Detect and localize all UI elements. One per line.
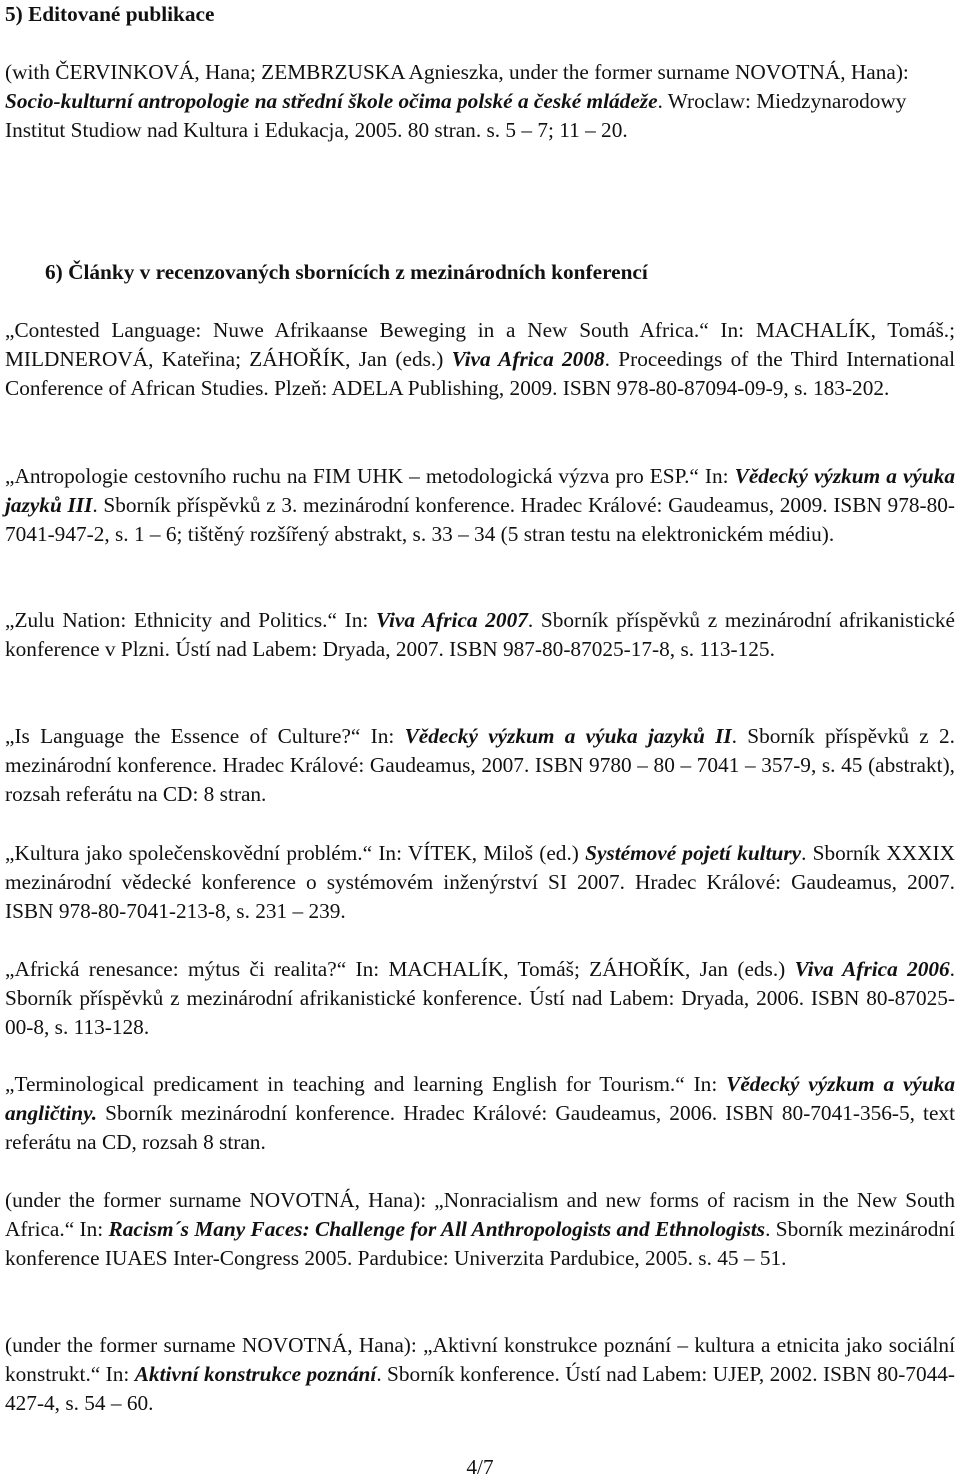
- publication-title: Vědecký výzkum a výuka jazyků II: [404, 724, 732, 748]
- entry-text: . Sborník konference. Ústí nad Labem: UJEP, 2002. ISBN 80-7044-427-4, s. 54 – 60.: [5, 1362, 955, 1415]
- section-heading-edited-publications: 5) Editované publikace: [5, 2, 215, 26]
- page-number: 4/7: [466, 1455, 494, 1479]
- entry-text: „Contested Language: Nuwe Afrikaanse Beweging in a New South Africa.“ In: MACHALÍK, Tomáš.; MILDNEROVÁ, Kateřina; ZÁHOŘÍK, Jan (eds.): [5, 318, 955, 371]
- publication-title: Viva Africa 2007: [375, 608, 528, 632]
- entry-text: Sborník mezinárodní konference. Hradec Králové: Gaudeamus, 2006. ISBN 80-7041-356-5, text referátu na CD, rozsah 8 stran.: [5, 1101, 955, 1154]
- entry-text: . Sborník mezinárodní konference IUAES Inter-Congress 2005. Pardubice: Univerzita Pardubice, 2005. s. 45 – 51.: [5, 1217, 955, 1270]
- entry-text: . Sborník příspěvků z 3. mezinárodní konference. Hradec Králové: Gaudeamus, 2009. ISBN 978-80-7041-947-2, s. 1 – 6; tištěný rozšířený abstrakt, s. 33 – 34 (5 stran testu na elektronickém médiu).: [5, 493, 955, 546]
- publication-title: Vědecký výzkum a výuka angličtiny.: [5, 1072, 956, 1125]
- article-entry: [5, 722, 955, 809]
- article-entry: [5, 462, 955, 549]
- article-entry: [5, 606, 955, 664]
- entry-text: „Is Language the Essence of Culture?“ In:: [5, 724, 405, 748]
- publication-title: Socio-kulturní antropologie na střední škole očima polské a české mládeže: [5, 89, 658, 113]
- article-entry: [5, 839, 955, 926]
- publication-title: Systémové pojetí kultury: [585, 841, 802, 865]
- entry-text: (with ČERVINKOVÁ, Hana; ZEMBRZUSKA Agnieszka, under the former surname NOVOTNÁ, Hana):: [5, 60, 909, 84]
- entry-text: „Zulu Nation: Ethnicity and Politics.“ In:: [5, 608, 376, 632]
- entry-text: (under the former surname NOVOTNÁ, Hana): „Aktivní konstrukce poznání – kultura a etnicita jako sociální konstrukt.“ In:: [5, 1333, 955, 1386]
- publication-title: Aktivní konstrukce poznání: [134, 1362, 377, 1386]
- publication-title: Viva Africa 2008: [451, 347, 605, 371]
- article-entry: [5, 1070, 955, 1157]
- entry-text: . Sborník XXXIX mezinárodní vědecké konference o systémovém inženýrství SI 2007. Hradec Králové: Gaudeamus, 2007. ISBN 978-80-7041-213-8, s. 231 – 239.: [5, 841, 955, 923]
- article-entry: [5, 316, 955, 403]
- entry-text: „Kultura jako společenskovědní problém.“ In: VÍTEK, Miloš (ed.): [5, 841, 586, 865]
- entry-text: „Antropologie cestovního ruchu na FIM UHK – metodologická výzva pro ESP.“ In:: [5, 464, 735, 488]
- entry-text: „Terminological predicament in teaching and learning English for Tourism.“ In:: [5, 1072, 727, 1096]
- entry-text: . Sborník příspěvků z mezinárodní afrikanistické konference. Ústí nad Labem: Dryada, 2006. ISBN 80-87025-00-8, s. 113-128.: [5, 957, 955, 1039]
- entry-text: (under the former surname NOVOTNÁ, Hana): „Nonracialism and new forms of racism in the New South Africa.“ In:: [5, 1188, 955, 1241]
- entry-text: . Proceedings of the Third International Conference of African Studies. Plzeň: ADELA Publishing, 2009. ISBN 978-80-87094-09-9, s. 183-202.: [5, 347, 956, 400]
- publication-title: Racism´s Many Faces: Challenge for All Anthropologists and Ethnologists: [108, 1217, 766, 1241]
- publication-title: Vědecký výzkum a výuka jazyků III: [5, 464, 955, 517]
- edited-publication-entry: [5, 58, 955, 145]
- article-entry: [5, 955, 955, 1042]
- article-entry: [5, 1331, 955, 1418]
- entry-text: „Africká renesance: mýtus či realita?“ In: MACHALÍK, Tomáš; ZÁHOŘÍK, Jan (eds.): [5, 957, 795, 981]
- entry-text: . Sborník příspěvků z 2. mezinárodní konference. Hradec Králové: Gaudeamus, 2007. ISBN 9780 – 80 – 7041 – 357-9, s. 45 (abstrakt), rozsah referátu na CD: 8 stran.: [5, 724, 955, 806]
- article-entry: [5, 1186, 955, 1273]
- publication-title: Viva Africa 2006: [794, 957, 950, 981]
- section-heading-conference-articles: 6) Články v recenzovaných sbornících z mezinárodních konferencí: [45, 260, 648, 284]
- entry-text: . Sborník příspěvků z mezinárodní afrikanistické konference v Plzni. Ústí nad Labem: Dryada, 2007. ISBN 987-80-87025-17-8, s. 113-125.: [5, 608, 955, 661]
- entry-text: . Wroclaw: Miedzynarodowy Institut Studiow nad Kultura i Edukacja, 2005. 80 stran. s. 5 – 7; 11 – 20.: [5, 89, 907, 142]
